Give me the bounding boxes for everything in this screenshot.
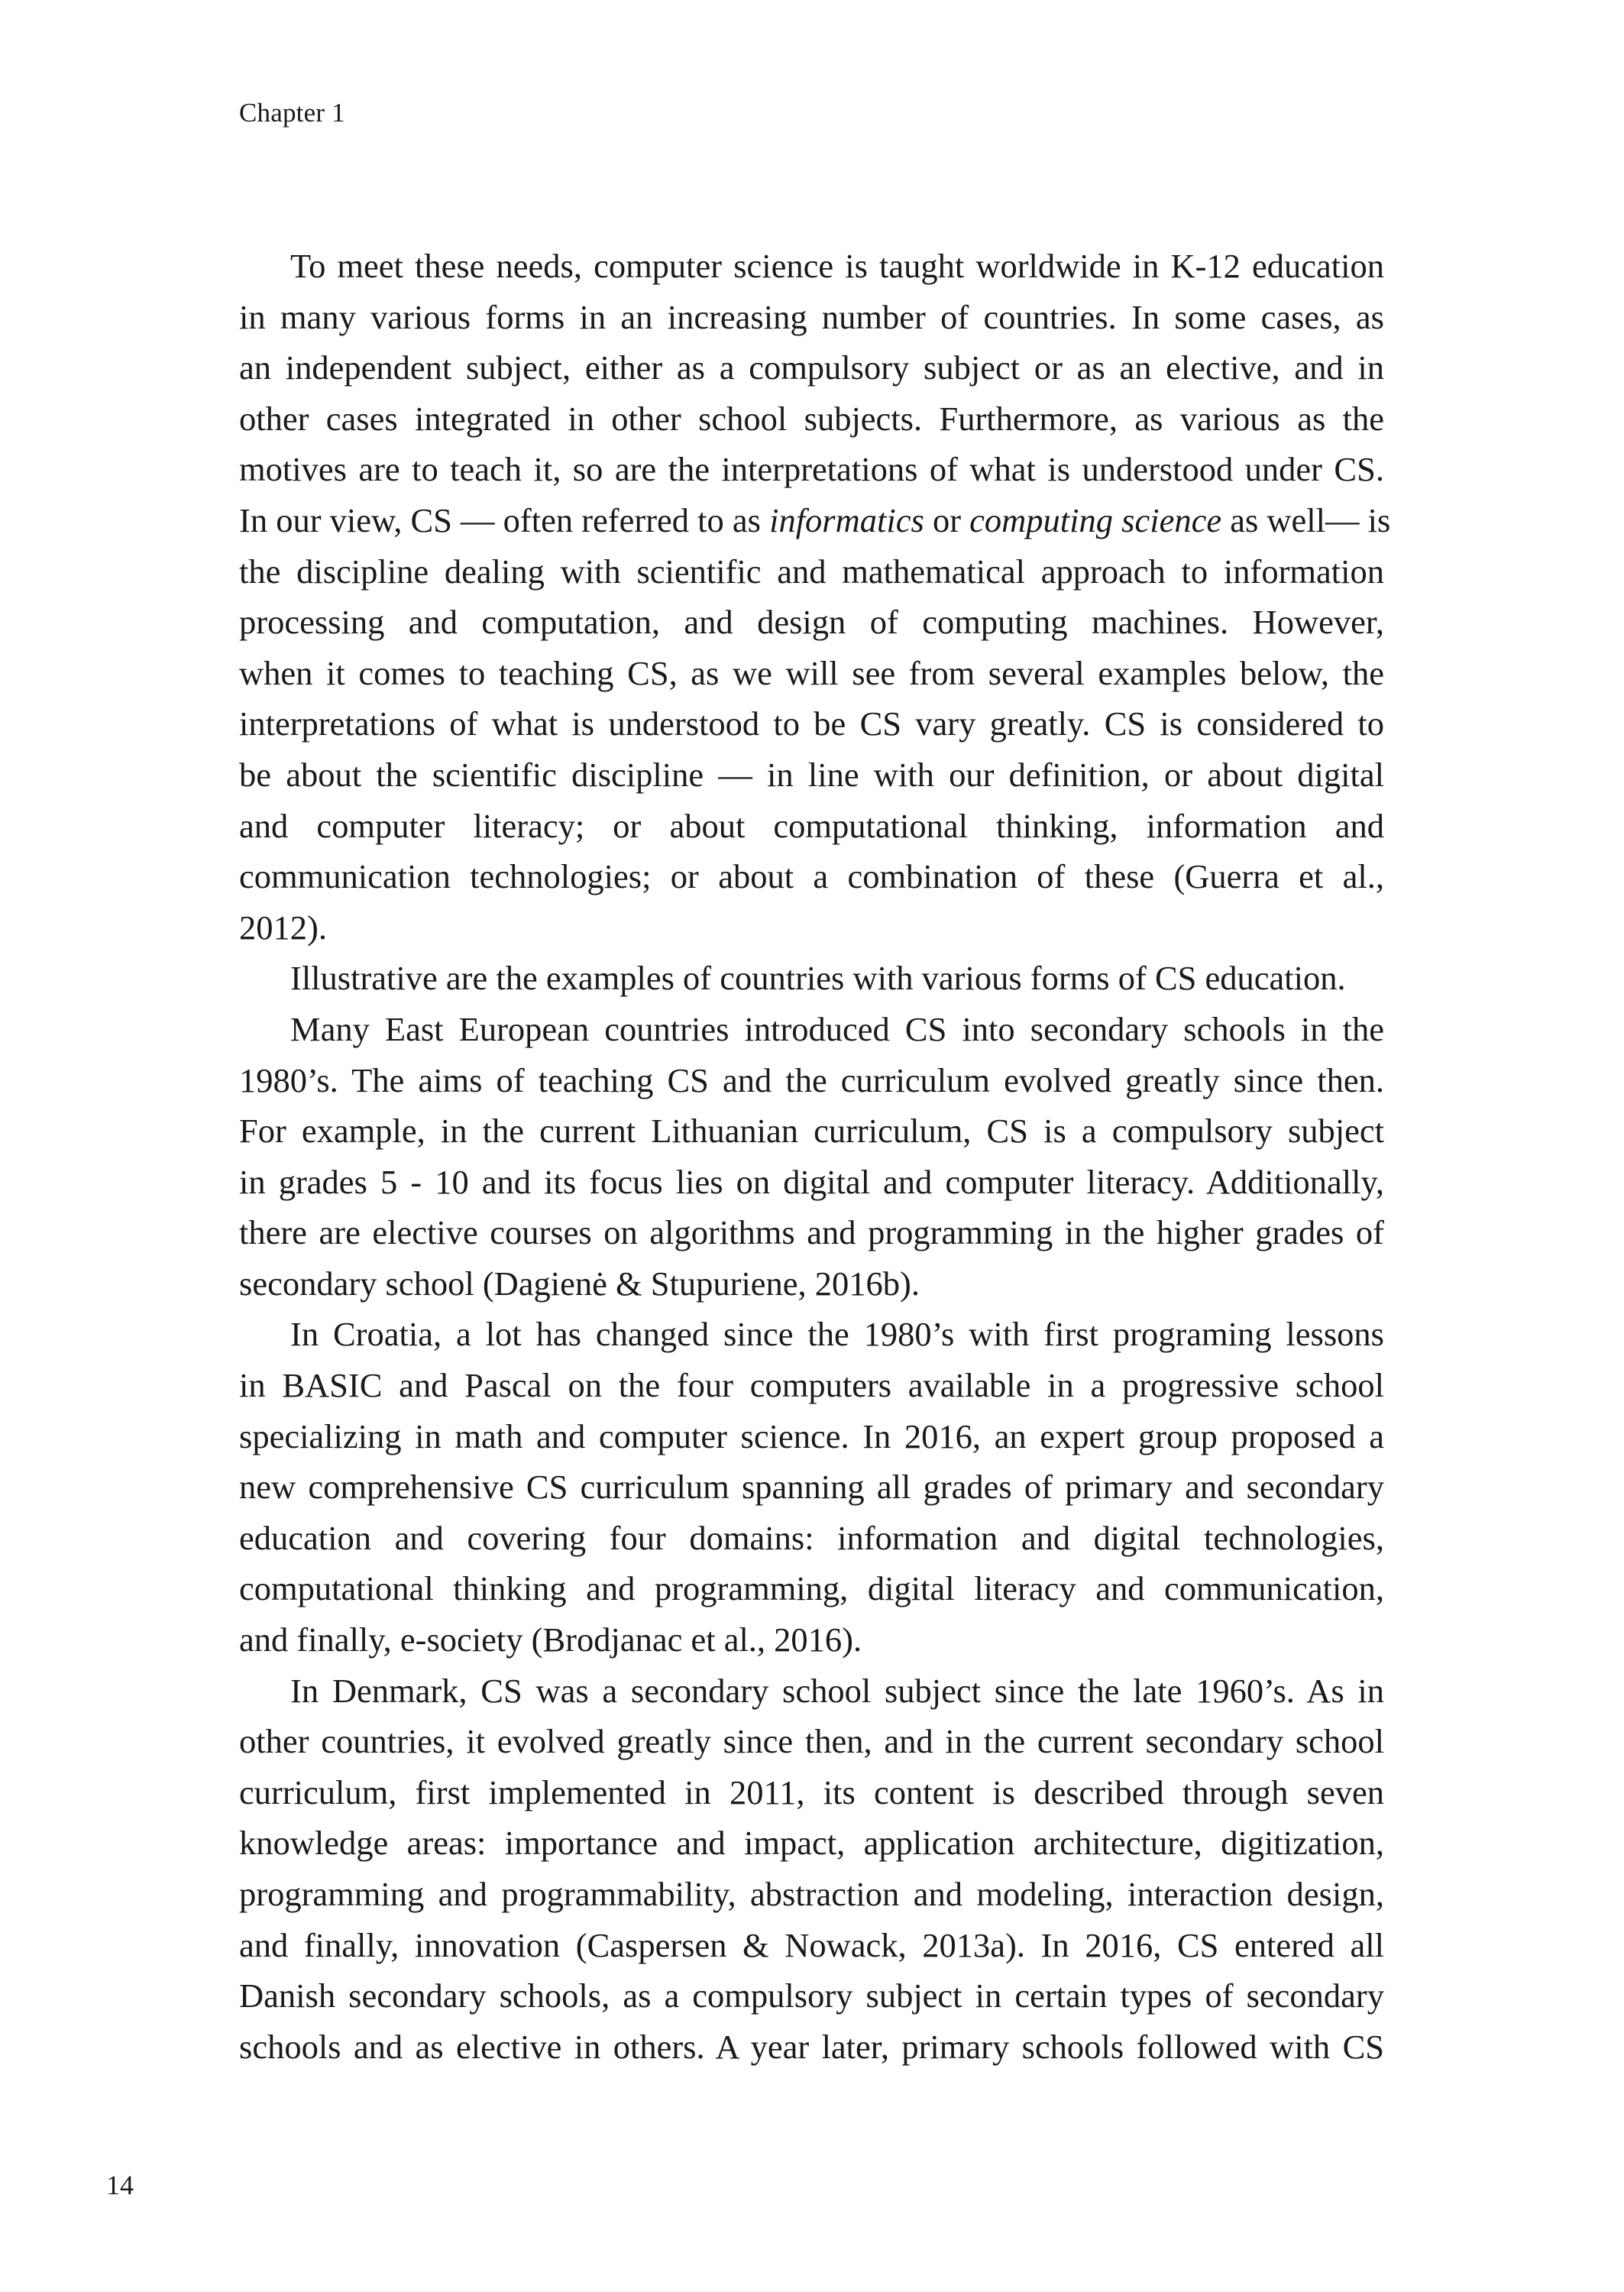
text-line: In Denmark, CS was a secondary school subject since the late 1960’s. As in [290,1671,1384,1710]
text-line: and finally, e-society (Brodjanac et al., 2016). [239,1620,862,1659]
text-line: 1980’s. The aims of teaching CS and the curriculum evolved greatly since then. [239,1060,1384,1099]
text-line: schools and as elective in others. A year later, primary schools followed with CS [239,2027,1384,2066]
text-line: an independent subject, either as a compulsory subject or as an elective, and in [239,348,1384,387]
text-line: interpretations of what is understood to be CS vary greatly. CS is considered to [239,704,1384,743]
text-line: new comprehensive CS curriculum spanning all grades of primary and secondary [239,1468,1384,1507]
paragraph-denmark [239,1666,1384,2073]
text-line: knowledge areas: importance and impact, application architecture, digitization, [239,1824,1384,1863]
text-segment: as well— is [1221,500,1391,539]
text-line: and computer literacy; or about computational thinking, information and [239,806,1384,845]
text-line: when it comes to teaching CS, as we will see from several examples below, the [239,653,1384,692]
text-line: in BASIC and Pascal on the four computers available in a progressive school [239,1366,1384,1405]
text-line: processing and computation, and design of computing machines. However, [239,603,1384,642]
text-line-with-italics [239,495,1391,546]
text-line: programming and programmability, abstraction and modeling, interaction design, [239,1875,1384,1913]
text-line: Danish secondary schools, as a compulsory subject in certain types of secondary [239,1976,1384,2015]
italic-term-computing-science: computing science [969,500,1222,539]
text-line: communication technologies; or about a combination of these (Guerra et al., [239,857,1384,896]
text-line: education and covering four domains: information and digital technologies, [239,1518,1384,1557]
text-segment: In our view, CS — often referred to as [239,500,770,539]
text-line: and finally, innovation (Caspersen & Nowack, 2013a). In 2016, CS entered all [239,1925,1384,1964]
text-line: Many East European countries introduced CS into secondary schools in the [290,1009,1384,1048]
page-number: 14 [106,2170,134,2200]
running-header-chapter-title: Chapter 1 [239,98,345,128]
text-line: 2012). [239,908,327,947]
text-line: in grades 5 - 10 and its focus lies on digital and computer literacy. Additionally, [239,1162,1384,1201]
paragraph-intro [239,241,1391,953]
text-line: in many various forms in an increasing number of countries. In some cases, as [239,297,1384,336]
text-line: To meet these needs, computer science is taught worldwide in K-12 education [290,247,1384,285]
text-line: Illustrative are the examples of countries with various forms of CS education. [290,959,1346,998]
text-line: motives are to teach it, so are the interpretations of what is understood under CS. [239,450,1384,489]
body-text [239,241,1391,2072]
text-line: other countries, it evolved greatly since then, and in the current secondary school [239,1722,1384,1761]
text-segment: or [924,500,970,539]
paragraph-east-europe [239,1004,1384,1309]
text-line: secondary school (Dagienė & Stupuriene, 2016b). [239,1264,920,1303]
text-line: In Croatia, a lot has changed since the 1980’s with first programing lessons [290,1315,1384,1354]
text-line: be about the scientific discipline — in line with our definition, or about digital [239,755,1384,794]
text-line: there are elective courses on algorithms and programming in the higher grades of [239,1213,1384,1252]
text-line: other cases integrated in other school subjects. Furthermore, as various as the [239,399,1384,438]
text-line: the discipline dealing with scientific and mathematical approach to information [239,552,1384,591]
paragraph-croatia [239,1309,1384,1665]
text-line: For example, in the current Lithuanian curriculum, CS is a compulsory subject [239,1112,1384,1151]
text-line: computational thinking and programming, digital literacy and communication, [239,1569,1384,1608]
text-line: specializing in math and computer science. In 2016, an expert group proposed a [239,1416,1384,1455]
text-line: curriculum, first implemented in 2011, its content is described through seven [239,1772,1384,1811]
italic-term-informatics: informatics [769,500,924,539]
paragraph-illustrative [239,953,1384,1004]
